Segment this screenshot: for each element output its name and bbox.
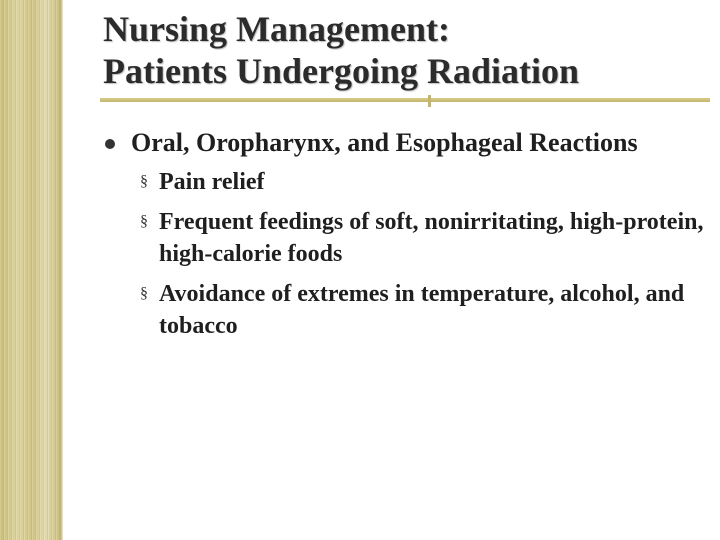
sub-bullet-text: Pain relief <box>159 169 265 195</box>
sub-list-item <box>103 166 708 198</box>
title-line-2: Patients Undergoing Radiation <box>103 51 580 91</box>
title-underline-notch <box>428 95 431 107</box>
bullet-text: Oral, Oropharynx, and Esophageal Reactions <box>131 128 638 157</box>
bullet-dot-icon <box>105 139 115 149</box>
section-sign-bullet-icon: § <box>140 173 148 190</box>
sub-bullet-text: Frequent feedings of soft, nonirritating, high-protein, high-calorie foods <box>159 209 704 267</box>
sub-list-item <box>103 278 708 342</box>
sub-list-item <box>103 206 708 270</box>
sub-bullet-text: Avoidance of extremes in temperature, alcohol, and tobacco <box>159 281 685 339</box>
slide-title <box>103 8 703 92</box>
slide-body <box>103 126 708 342</box>
band-edge <box>60 0 63 540</box>
section-sign-bullet-icon: § <box>140 285 148 302</box>
list-item <box>103 126 708 160</box>
title-underline-bar <box>100 98 710 102</box>
section-sign-bullet-icon: § <box>140 213 148 230</box>
decorative-left-band <box>0 0 60 540</box>
title-underline <box>100 95 710 107</box>
title-line-1: Nursing Management: <box>103 9 450 49</box>
